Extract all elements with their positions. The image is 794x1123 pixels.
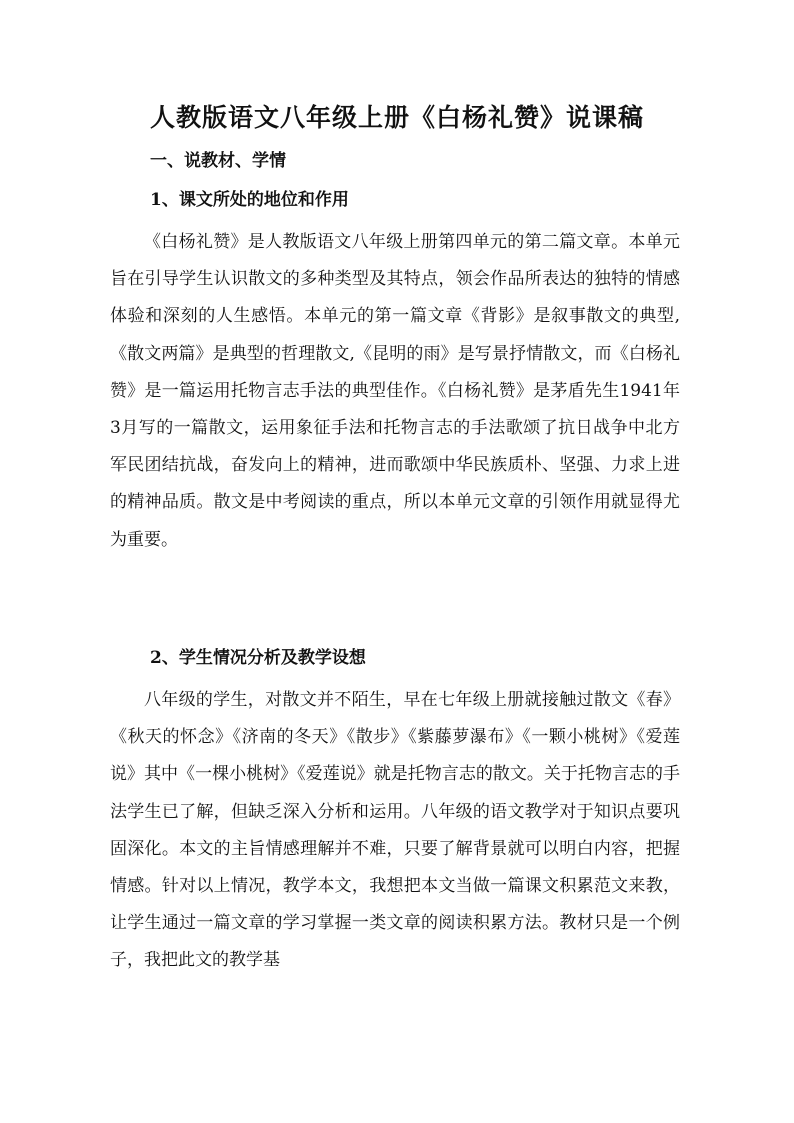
section-heading-textbook-and-students: 一、说教材、学情 bbox=[150, 151, 286, 171]
paragraph-student-analysis: 八年级的学生，对散文并不陌生，早在七年级上册就接触过散文《春》《秋天的怀念》《济南的冬天》《散步》《紫藤萝瀑布》《一颗小桃树》《爱莲说》其中《一棵小桃树》《爱莲说》就是托物言志的散文。关于托物言志的手法学生已了解，但缺乏深入分析和运用。八年级的语文教学对于知识点要巩固深化。本文的主旨情感理解并不难，只要了解背景就可以明白内容，把握情感。针对以上情况，教学本文，我想把本文当做一篇课文积累范文来教，让学生通过一篇文章的学习掌握一类文章的阅读积累方法。教材只是一个例子，我把此文的教学基 bbox=[110, 690, 680, 971]
paragraph-position-and-role: 《白杨礼赞》是人教版语文八年级上册第四单元的第二篇文章。本单元旨在引导学生认识散文的多种类型及其特点，领会作品所表达的独特的情感体验和深刻的人生感悟。本单元的第一篇文章《背影》是叙事散文的典型,《散文两篇》是典型的哲理散文,《昆明的雨》是写景抒情散文，而《白杨礼赞》是一篇运用托物言志手法的典型佳作。《白杨礼赞》是茅盾先生1941年3月写的一篇散文，运用象征手法和托物言志的手法歌颂了抗日战争中北方军民团结抗战，奋发向上的精神，进而歌颂中华民族质朴、坚强、力求上进的精神品质。散文是中考阅读的重点，所以本单元文章的引领作用就显得尤为重要。 bbox=[110, 232, 680, 550]
document-title: 人教版语文八年级上册《白杨礼赞》说课稿 bbox=[149, 103, 644, 132]
subsection-heading-position-and-role: 1、课文所处的地位和作用 bbox=[150, 190, 349, 210]
subsection-heading-student-analysis: 2、学生情况分析及教学设想 bbox=[150, 648, 366, 668]
